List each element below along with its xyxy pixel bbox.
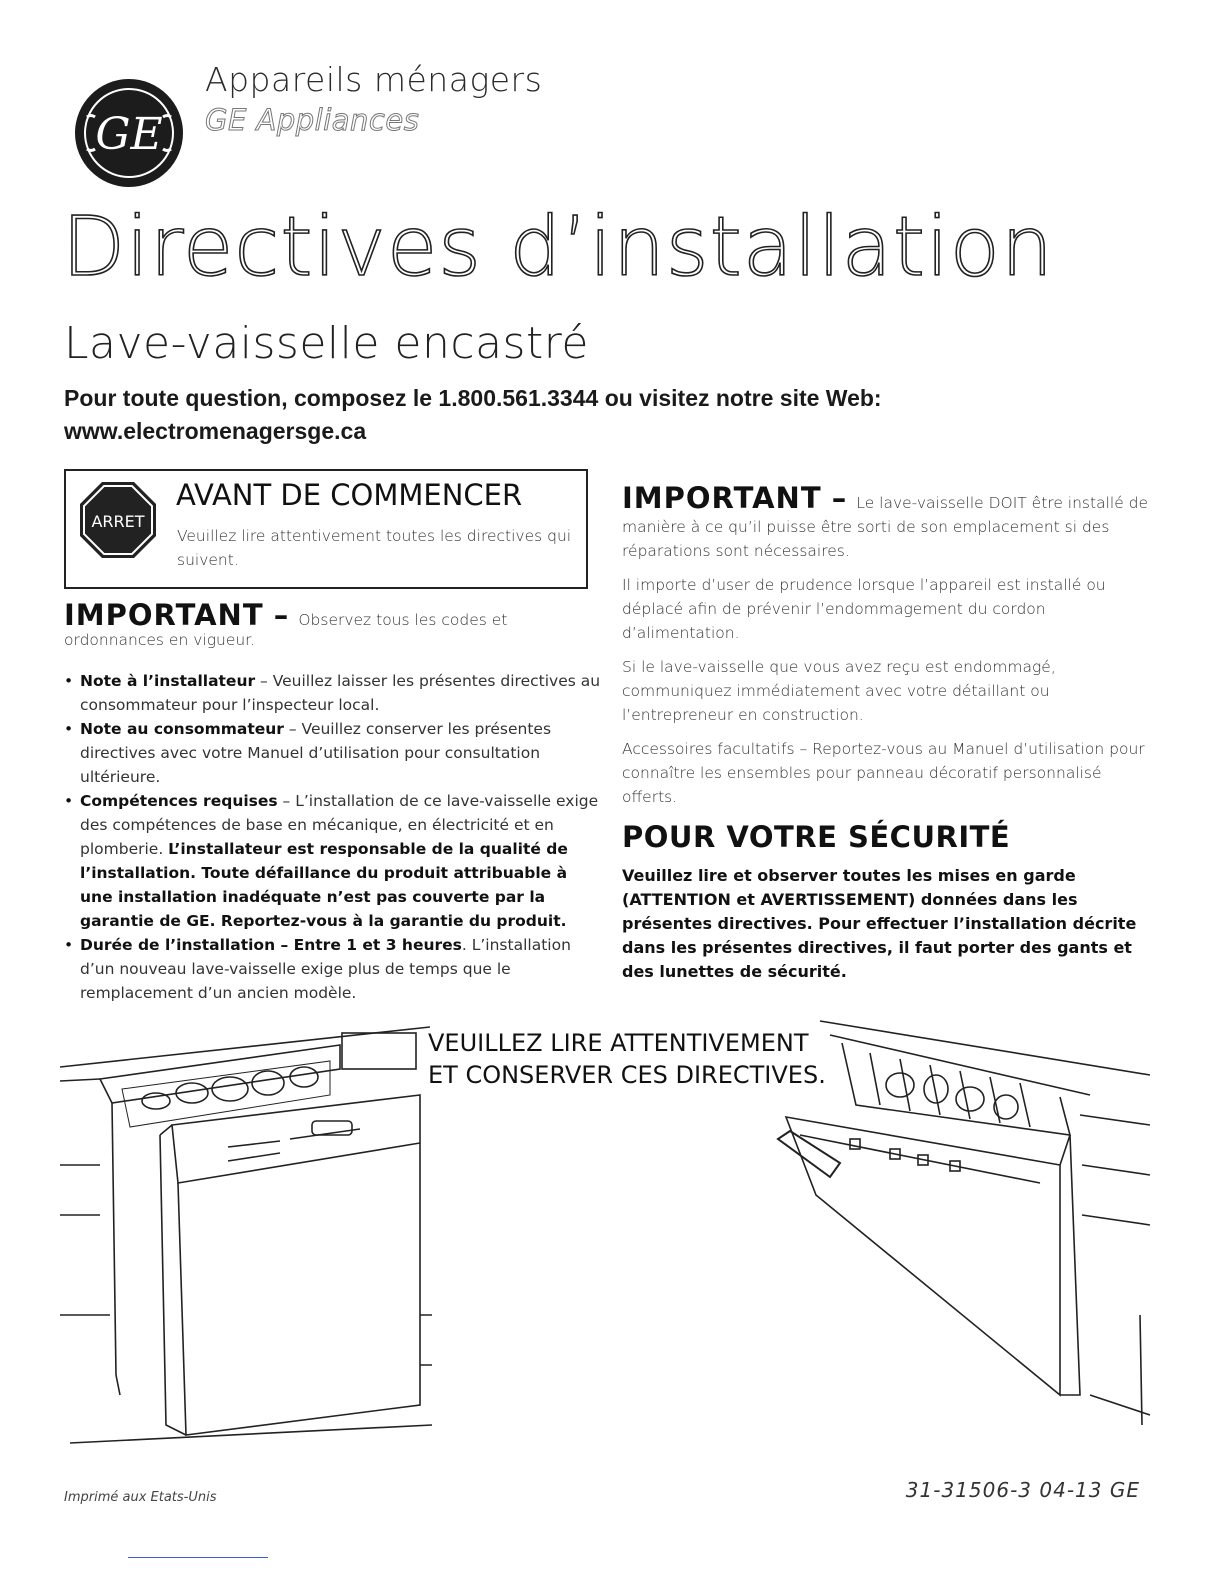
contact-phone-line: Pour toute question, composez le 1.800.561.3344 ou visitez notre site Web: [64,385,882,411]
right-important-dash: – [821,481,857,515]
list-item: • Note à l’installateur – Veuillez laisser les présentes directives au consommateur pour l’inspecteur local. [64,669,604,717]
page-subtitle: Lave-vaisselle encastré [64,318,589,369]
keep-notice-line2: ET CONSERVER CES DIRECTIVES. [428,1061,826,1089]
left-important-text: Observez tous les codes et [298,611,508,629]
ge-logo [73,77,185,189]
brand-name-en: GE Appliances [205,103,420,137]
damage-paragraph: Si le lave-vaisselle que vous avez reçu est endommagé, communiquez immédiatement avec votre détaillant ou l’entrepreneur en construction. [622,658,1056,724]
page-title: Directives d’installation [62,200,1054,295]
safety-text: Veuillez lire et observer toutes les mises en garde (ATTENTION et AVERTISSEMENT) données dans les présentes directives. Pour effectuer l’installation décrite dans les présentes directives, il faut porter des gants et des lunettes de sécurité. [622,866,1137,981]
contact-website: www.electromenagersge.ca [64,418,367,444]
svg-text:GE: GE [95,109,163,160]
dishwasher-closed-illustration [60,1015,432,1445]
list-item: • Durée de l’installation – Entre 1 et 3 heures. L’installation d’un nouveau lave-vaisselle exige plus de temps que le remplacement d’un ancien modèle. [64,933,604,1005]
left-important-dash: – [263,598,299,632]
before-start-text: Veuillez lire attentivement toutes les directives qui suivent. [177,527,572,569]
stop-sign-icon [78,480,158,560]
svg-text:ARRET: ARRET [91,512,145,531]
contact-info [64,382,924,448]
keep-instructions-notice [428,1027,826,1091]
brand-name-fr: Appareils ménagers [205,60,543,99]
installer-notes-list [64,669,604,1005]
page-edge-line [128,1557,268,1558]
power-cord-paragraph: Il importe d’user de prudence lorsque l’appareil est installé ou déplacé afin de prévenir l’endommagement du cordon d’alimentation. [622,576,1106,642]
document-number: 31-31506-3 04-13 GE [905,1478,1140,1502]
list-item: • Compétences requises – L’installation de ce lave-vaisselle exige des compétences de base en mécanique, en électricité et en plomberie. L’installateur est responsable de la qualité de l’installation. Toute défaillance du produit attribuable à une installation inadéquate n’est pas couverte par la garantie de GE. Reportez-vous à la garantie du produit. [64,789,604,933]
before-start-title: AVANT DE COMMENCER [176,478,523,512]
list-item: • Note au consommateur – Veuillez conserver les présentes directives avec votre Manuel d’utilisation pour consultation ultérieure. [64,717,604,789]
printed-in-note: Imprimé aux Etats-Unis [64,1490,217,1505]
right-important-block [622,481,1152,819]
right-important-text: Le lave-vaisselle DOIT être installé de manière à ce qu’il puisse être sorti de son emplacement si des réparations sont nécessaires. [622,494,1149,560]
keep-notice-line1: VEUILLEZ LIRE ATTENTIVEMENT [428,1029,809,1057]
left-important-heading: IMPORTANT [64,598,264,632]
right-important-heading: IMPORTANT [622,481,822,515]
left-important-block [64,598,594,652]
safety-heading: POUR VOTRE SÉCURITÉ [622,820,1011,854]
accessories-paragraph: Accessoires facultatifs – Reportez-vous au Manuel d’utilisation pour connaître les ensembles pour panneau décoratif personnalisé offerts. [622,740,1145,806]
left-important-text-cont: ordonnances en vigueur. [64,631,256,649]
